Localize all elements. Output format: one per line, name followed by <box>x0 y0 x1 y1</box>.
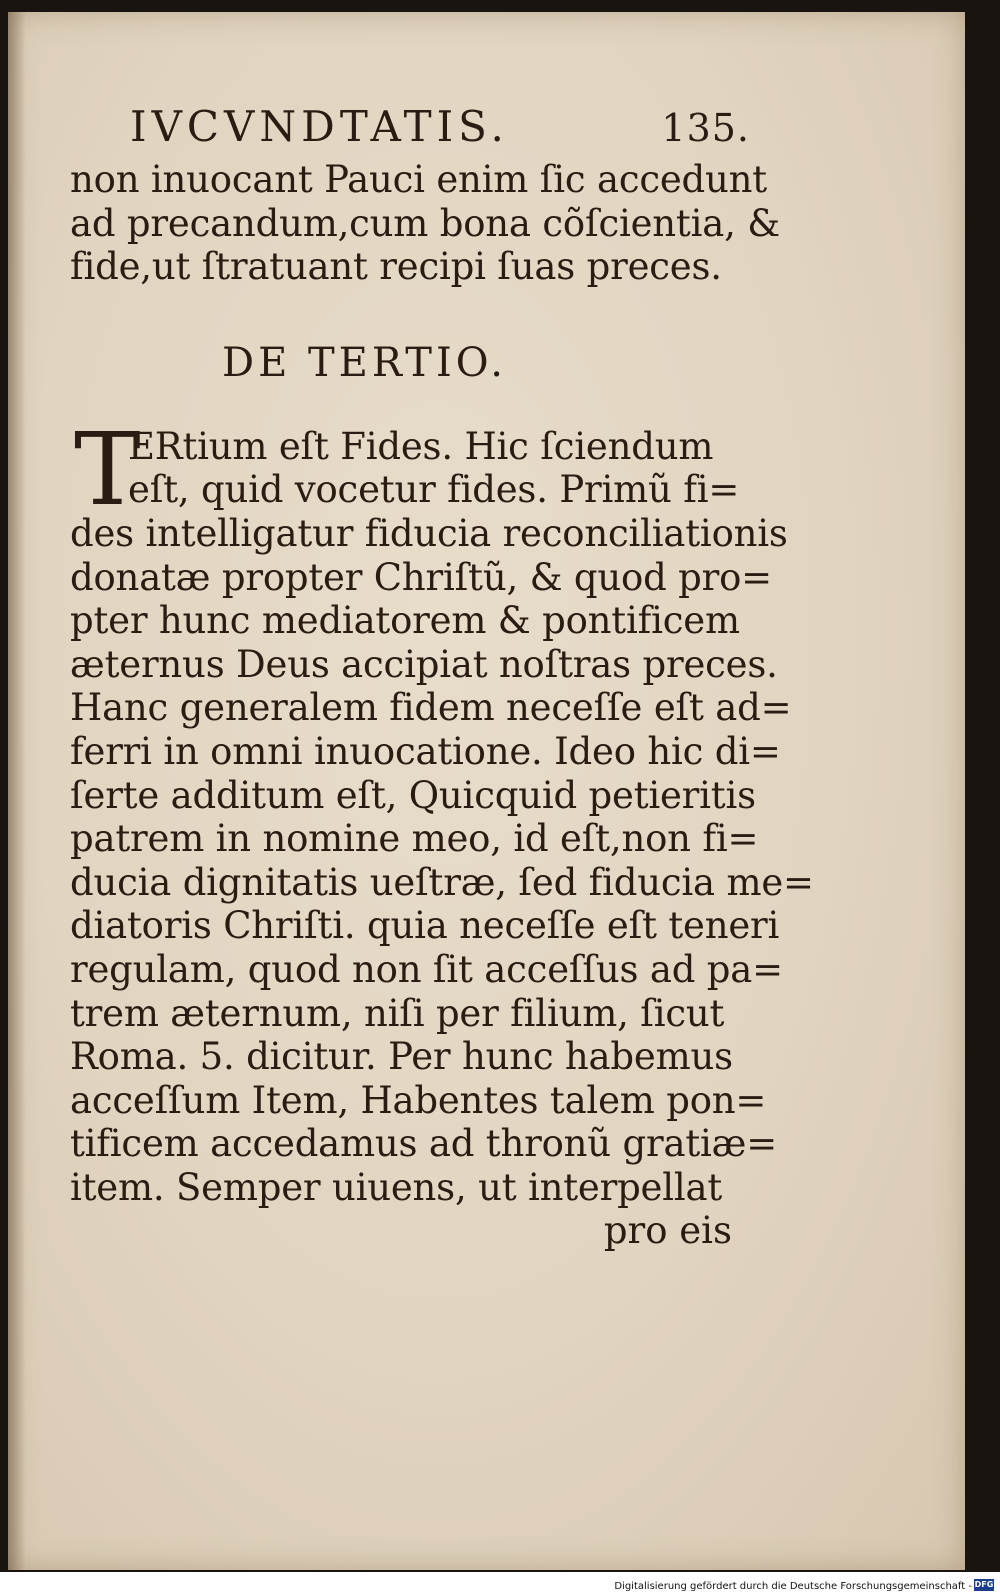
dfg-logo-icon: DFG <box>974 1580 994 1589</box>
text-line: item. Semper uiuens, ut interpellat <box>70 1165 723 1209</box>
text-line: Roma. 5. dicitur. Per hunc habemus <box>70 1035 733 1079</box>
text-line: regulam, quod non ſit acceſſus ad pa= <box>70 947 783 991</box>
page-gutter-shadow <box>8 12 26 1570</box>
text-line: acceſſum Item, Habentes talem pon= <box>70 1078 767 1122</box>
text-line: ad precandum,cum bona cõſcientia, & <box>70 201 780 245</box>
text-line: donatæ propter Chriſtũ, & quod pro= <box>70 555 772 599</box>
text-line: diatoris Chriſti. quia neceſſe eſt teneri <box>70 904 780 948</box>
book-page <box>8 12 965 1570</box>
text-line: ferri in omni inuocatione. Ideo hic di= <box>70 729 781 773</box>
running-head-title: IVCVNDTATIS. <box>130 102 509 151</box>
text-line: non inuocant Pauci enim ſic accedunt <box>70 158 767 201</box>
text-line: ſerte additum eſt, Quicquid petieritis <box>70 773 756 817</box>
text-line: fide,ut ſtratuant recipi ſuas preces. <box>70 245 722 289</box>
text-line: tificem accedamus ad thronũ gratiæ= <box>70 1122 778 1166</box>
text-line: eſt, quid vocetur fides. Primũ fi= <box>128 468 740 512</box>
text-line: ERtium eſt Fides. Hic ſciendum <box>128 424 714 468</box>
text-line: pter hunc mediatorem & pontificem <box>70 599 740 643</box>
text-line: patrem in nomine meo, id eſt,non fi= <box>70 817 759 861</box>
page-number: 135. <box>661 106 750 150</box>
top-paragraph <box>70 158 780 289</box>
catchword: pro eis <box>603 1209 732 1253</box>
text-line: trem æternum, niſi per filium, ſicut <box>70 991 725 1035</box>
running-head <box>70 102 750 158</box>
drop-cap-initial: T <box>74 410 141 528</box>
text-line: ducia dignitatis ueſtræ, ſed fiducia me= <box>70 860 814 904</box>
funding-credit: Digitalisierung gefördert durch die Deutsche Forschungsgemeinschaft - <box>614 1581 972 1592</box>
main-paragraph <box>70 410 814 1210</box>
text-block <box>70 102 814 1253</box>
footer-bar <box>0 1572 1000 1596</box>
text-line: Hanc generalem fidem neceſſe eſt ad= <box>70 686 792 730</box>
text-line: des intelligatur fiducia reconciliationis <box>70 511 788 555</box>
text-line: æternus Deus accipiat noſtras preces. <box>70 642 778 686</box>
section-heading: DE TERTIO. <box>222 339 507 386</box>
